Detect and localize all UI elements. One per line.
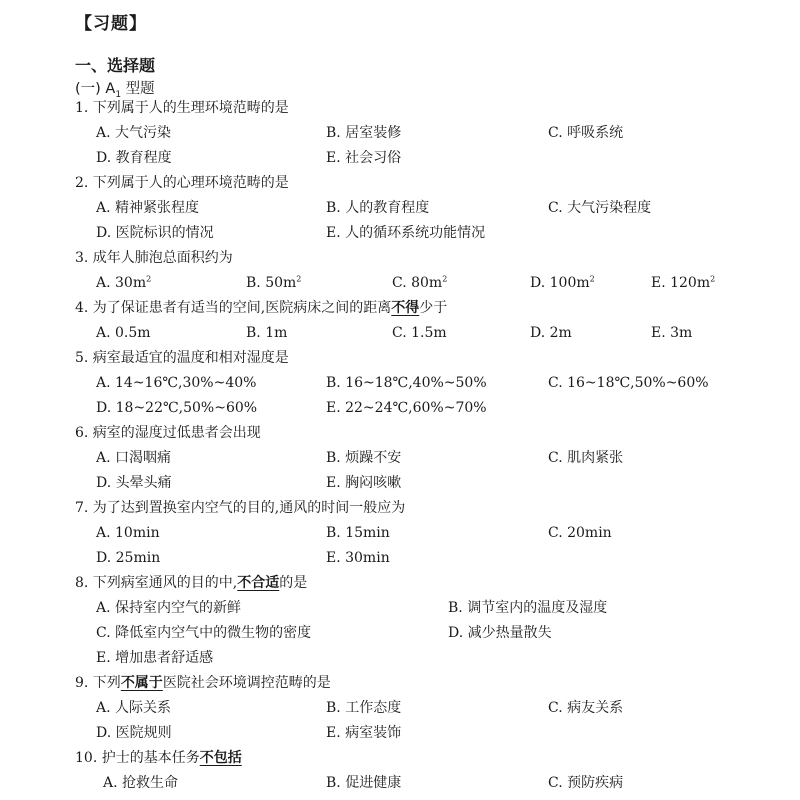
option-4b: B. 1m	[246, 325, 288, 341]
option-2a: A. 精神紧张程度	[96, 200, 200, 216]
question-7: 7. 为了达到置换室内空气的目的,通风的时间一般应为	[75, 500, 406, 516]
option-5d: D. 18~22℃,50%~60%	[96, 400, 258, 416]
question-2: 2. 下列属于人的心理环境范畴的是	[75, 175, 289, 191]
option-8e: E. 增加患者舒适感	[96, 650, 214, 666]
emphasis-text: 不包括	[199, 750, 242, 766]
option-4d: D. 2m	[530, 325, 572, 341]
option-1a: A. 大气污染	[96, 125, 172, 141]
option-2b: B. 人的教育程度	[326, 200, 430, 216]
option-9e: E. 病室装饰	[326, 725, 402, 741]
option-7b: B. 15min	[326, 525, 390, 541]
question-10: 10. 护士的基本任务不包括	[75, 750, 242, 766]
option-9d: D. 医院规则	[96, 725, 172, 741]
option-9a: A. 人际关系	[96, 700, 172, 716]
emphasis-text: 不合适	[237, 575, 280, 591]
question-4: 4. 为了保证患者有适当的空间,医院病床之间的距离不得少于	[75, 300, 448, 316]
option-1e: E. 社会习俗	[326, 150, 402, 166]
option-7a: A. 10min	[96, 525, 160, 541]
option-6c: C. 肌肉紧张	[548, 450, 624, 466]
option-9c: C. 病友关系	[548, 700, 624, 716]
option-7e: E. 30min	[326, 550, 390, 566]
option-3c: C. $80m^2$	[392, 274, 448, 291]
question-5: 5. 病室最适宜的温度和相对湿度是	[75, 350, 289, 366]
option-8b: B. 调节室内的温度及湿度	[448, 600, 608, 616]
question-1: 1. 下列属于人的生理环境范畴的是	[75, 100, 289, 116]
option-4c: C. 1.5m	[392, 325, 447, 341]
option-5b: B. 16~18℃,40%~50%	[326, 375, 487, 391]
option-8a: A. 保持室内空气的新鲜	[96, 600, 242, 616]
option-3b: B. $50m^2$	[246, 274, 302, 291]
exercise-header: 【习题】	[75, 14, 147, 34]
option-3a: A. $30m^2$	[96, 274, 152, 291]
option-1d: D. 教育程度	[96, 150, 172, 166]
option-3d: D. $100m^2$	[530, 274, 595, 291]
emphasis-text: 不得	[391, 300, 420, 316]
option-5c: C. 16~18℃,50%~60%	[548, 375, 709, 391]
question-6: 6. 病室的湿度过低患者会出现	[75, 425, 261, 441]
option-2c: C. 大气污染程度	[548, 200, 652, 216]
option-2e: E. 人的循环系统功能情况	[326, 225, 486, 241]
option-5a: A. 14~16℃,30%~40%	[96, 375, 257, 391]
option-9b: B. 工作态度	[326, 700, 402, 716]
option-3e: E. $120m^2$	[651, 274, 716, 291]
subsection-title: (一) $A_1$ 型题	[75, 81, 155, 100]
option-6e: E. 胸闷咳嗽	[326, 475, 402, 491]
option-1b: B. 居室装修	[326, 125, 402, 141]
option-2d: D. 医院标识的情况	[96, 225, 214, 241]
question-3: 3. 成年人肺泡总面积约为	[75, 250, 233, 266]
option-7d: D. 25min	[96, 550, 161, 566]
emphasis-text: 不属于	[120, 675, 163, 691]
option-1c: C. 呼吸系统	[548, 125, 624, 141]
option-10b: B. 促进健康	[326, 775, 402, 791]
option-4a: A. 0.5m	[96, 325, 151, 341]
section-title: 一、选择题	[75, 56, 156, 75]
question-9: 9. 下列不属于医院社会环境调控范畴的是	[75, 675, 331, 691]
option-8d: D. 减少热量散失	[448, 625, 552, 641]
option-6a: A. 口渴咽痛	[96, 450, 172, 466]
option-6d: D. 头晕头痛	[96, 475, 172, 491]
question-8: 8. 下列病室通风的目的中,不合适的是	[75, 575, 308, 591]
option-10c: C. 预防疾病	[548, 775, 624, 791]
option-6b: B. 烦躁不安	[326, 450, 402, 466]
option-5e: E. 22~24℃,60%~70%	[326, 400, 487, 416]
option-4e: E. 3m	[651, 325, 693, 341]
option-8c: C. 降低室内空气中的微生物的密度	[96, 625, 312, 641]
option-7c: C. 20min	[548, 525, 612, 541]
option-10a: A. 抢救生命	[103, 775, 179, 791]
